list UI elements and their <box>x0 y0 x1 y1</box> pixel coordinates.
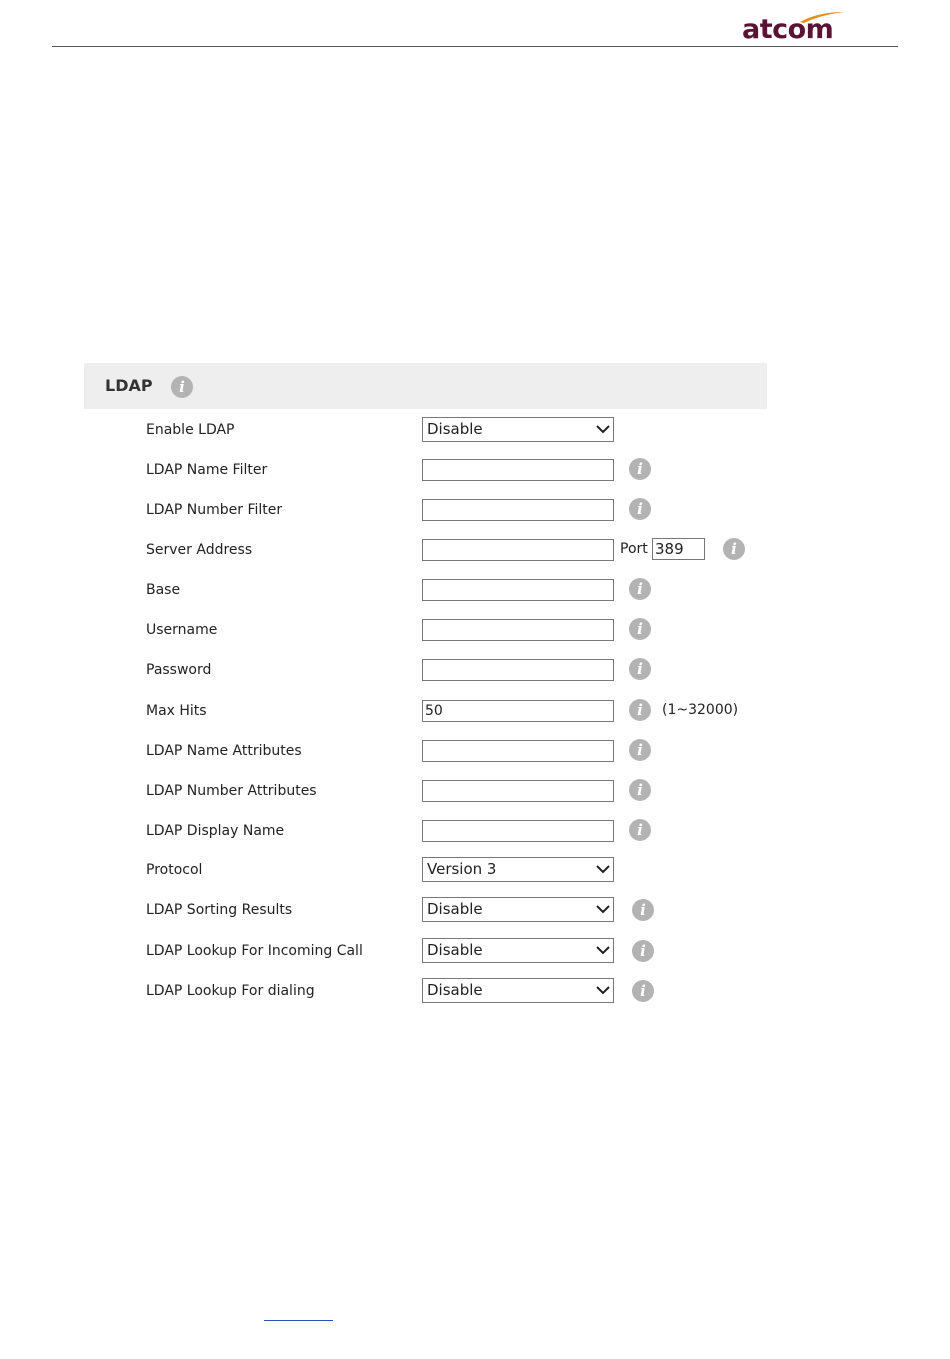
chevron-down-icon <box>596 422 610 436</box>
field-label: Enable LDAP <box>146 422 235 438</box>
field-label: Max Hits <box>146 703 207 719</box>
field-label: LDAP Name Attributes <box>146 743 302 759</box>
row-ldap-name-filter <box>0 456 950 486</box>
info-icon[interactable]: i <box>723 538 745 560</box>
row-ldap-lookup-dialing <box>0 977 950 1007</box>
info-icon[interactable]: i <box>629 658 651 680</box>
ldap-number-filter-input[interactable] <box>422 499 614 521</box>
row-ldap-lookup-incoming <box>0 937 950 967</box>
field-label: LDAP Number Attributes <box>146 783 317 799</box>
enable-ldap-select[interactable] <box>422 417 614 442</box>
field-label: LDAP Lookup For Incoming Call <box>146 943 363 959</box>
row-base <box>0 576 950 606</box>
username-input[interactable] <box>422 619 614 641</box>
ldap-name-attributes-input[interactable] <box>422 740 614 762</box>
ldap-sorting-results-select[interactable] <box>422 897 614 922</box>
field-label: Server Address <box>146 542 253 558</box>
select-value: Disable <box>427 900 483 918</box>
info-icon[interactable]: i <box>629 618 651 640</box>
protocol-select[interactable] <box>422 857 614 882</box>
base-input[interactable] <box>422 579 614 601</box>
row-enable-ldap <box>0 416 950 446</box>
chevron-down-icon <box>596 902 610 916</box>
chevron-down-icon <box>596 943 610 957</box>
ldap-lookup-dialing-select[interactable] <box>422 978 614 1003</box>
row-ldap-display-name <box>0 817 950 847</box>
info-icon[interactable]: i <box>629 819 651 841</box>
info-icon[interactable]: i <box>629 739 651 761</box>
chevron-down-icon <box>596 983 610 997</box>
port-label: Port <box>620 541 648 557</box>
info-icon[interactable]: i <box>629 498 651 520</box>
info-icon[interactable]: i <box>632 940 654 962</box>
header-line <box>52 46 898 47</box>
info-icon[interactable]: i <box>629 779 651 801</box>
logo-text: atcom <box>742 14 834 45</box>
row-ldap-sorting-results <box>0 896 950 926</box>
info-icon[interactable]: i <box>629 578 651 600</box>
row-username <box>0 616 950 646</box>
row-protocol <box>0 856 950 886</box>
ldap-lookup-incoming-select[interactable] <box>422 938 614 963</box>
ldap-display-name-input[interactable] <box>422 820 614 842</box>
info-icon[interactable]: i <box>632 899 654 921</box>
field-label: LDAP Number Filter <box>146 502 283 518</box>
select-value: Disable <box>427 941 483 959</box>
select-value: Version 3 <box>427 860 497 878</box>
select-value: Disable <box>427 981 483 999</box>
row-server-address <box>0 536 950 566</box>
field-label: LDAP Display Name <box>146 823 285 839</box>
password-input[interactable] <box>422 659 614 681</box>
max-hits-range: (1~32000) <box>662 702 739 718</box>
field-label: LDAP Lookup For dialing <box>146 983 315 999</box>
field-label: LDAP Sorting Results <box>146 902 293 918</box>
select-value: Disable <box>427 420 483 438</box>
ldap-name-filter-input[interactable] <box>422 459 614 481</box>
row-ldap-name-attributes <box>0 737 950 767</box>
info-icon[interactable]: i <box>629 699 651 721</box>
section-title: LDAP <box>105 376 153 395</box>
field-label: Username <box>146 622 218 638</box>
info-icon[interactable]: i <box>632 980 654 1002</box>
field-label: Password <box>146 662 212 678</box>
info-icon[interactable]: i <box>171 376 193 398</box>
info-icon[interactable]: i <box>629 458 651 480</box>
atcom-logo <box>742 10 852 44</box>
field-label: LDAP Name Filter <box>146 462 268 478</box>
server-address-input[interactable] <box>422 539 614 561</box>
field-label: Base <box>146 582 181 598</box>
row-ldap-number-filter <box>0 496 950 526</box>
max-hits-input[interactable]: 50 <box>422 700 614 722</box>
row-ldap-number-attributes <box>0 777 950 807</box>
chevron-down-icon <box>596 862 610 876</box>
field-label: Protocol <box>146 862 203 878</box>
footer-link-underline[interactable] <box>264 1320 333 1321</box>
port-input[interactable]: 389 <box>652 538 705 560</box>
ldap-number-attributes-input[interactable] <box>422 780 614 802</box>
ldap-section-header <box>84 363 767 409</box>
row-password <box>0 656 950 686</box>
row-max-hits <box>0 697 950 727</box>
